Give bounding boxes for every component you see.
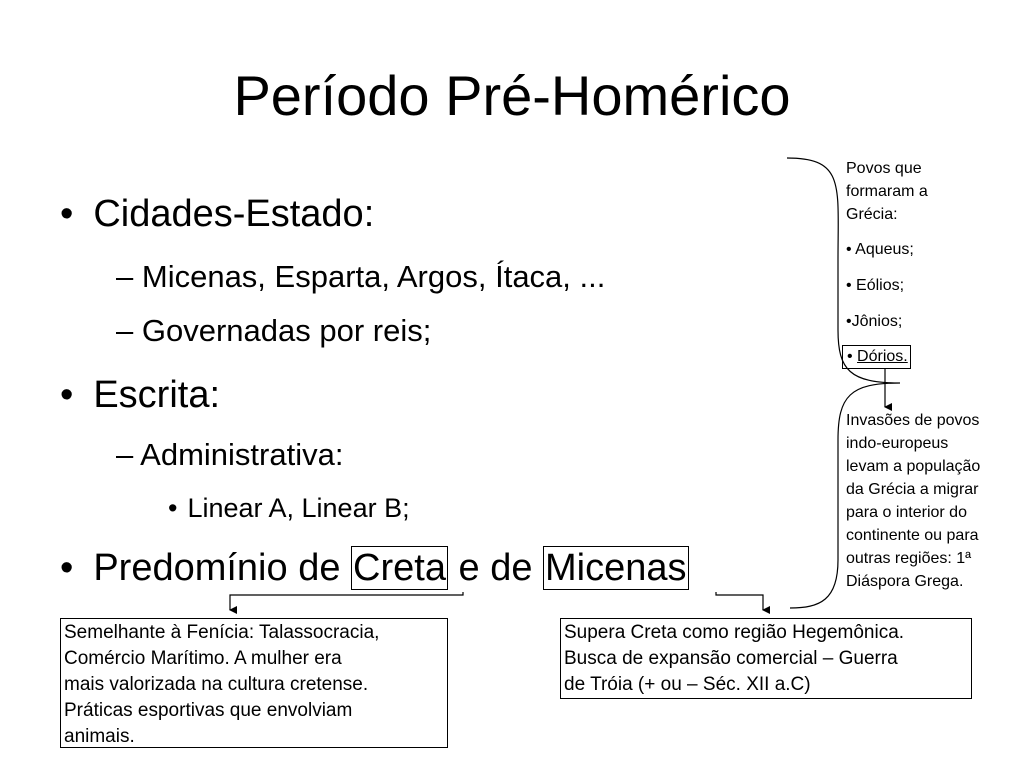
bullet-cidades-text: Cidades-Estado:: [93, 193, 375, 235]
invasion-note: [846, 409, 1018, 593]
bullet-marker: •: [60, 374, 74, 416]
sub-bullet-cidades-list-text: Micenas, Esparta, Argos, Ítaca, ...: [141, 259, 606, 294]
creta-box-line: mais valorizada na cultura cretense.: [64, 674, 369, 695]
bullet-cidades: [60, 191, 374, 237]
side-note-heading-3: Grécia:: [846, 206, 898, 223]
sub-bullet-administrativa: [116, 436, 343, 474]
invasion-note-line: levam a população: [846, 458, 981, 475]
bullet-escrita-text: Escrita:: [93, 374, 221, 416]
dorios-bullet: •: [847, 348, 858, 365]
sub-bullet-cidades-list: [116, 258, 605, 296]
creta-arrow: [230, 592, 463, 610]
invasion-note-line: indo-europeus: [846, 435, 949, 452]
sub-bullet-administrativa-text: Administrativa:: [140, 437, 344, 472]
bullet-marker: •: [60, 193, 74, 235]
bullet-escrita: [60, 372, 220, 418]
invasion-note-line: outras regiões: 1ª: [846, 550, 972, 567]
bullet-marker: •: [60, 547, 74, 589]
sub-sub-bullet-linear: [168, 492, 410, 524]
sub-sub-bullet-linear-text: Linear A, Linear B;: [187, 493, 410, 523]
side-note-item-dorios: [842, 345, 1016, 369]
dash-marker: –: [116, 437, 134, 472]
side-note-item: • Aqueus;: [846, 241, 914, 258]
micenas-box-line: Supera Creta como região Hegemônica.: [564, 622, 905, 643]
micenas-arrow: [716, 592, 763, 610]
page-title: Período Pré-Homérico: [233, 64, 791, 127]
side-note-povos: [846, 157, 1016, 369]
micenas-description-box: [560, 618, 972, 699]
dorios-label: Dórios.: [857, 348, 908, 365]
side-note-heading-2: formaram a: [846, 183, 928, 200]
sub-bullet-governadas: [116, 312, 431, 350]
dash-marker: –: [116, 259, 134, 294]
creta-box-line: Semelhante à Fenícia: Talassocracia,: [64, 622, 380, 643]
side-note-item: • Eólios;: [846, 277, 905, 294]
bullet-predominio-text: Predomínio de: [93, 547, 352, 589]
side-note-item: •Jônios;: [846, 313, 903, 330]
bullet-marker: •: [168, 493, 178, 523]
micenas-highlight: Micenas: [545, 547, 687, 589]
invasion-note-line: continente ou para: [846, 527, 979, 544]
creta-box-line: Comércio Marítimo. A mulher era: [64, 648, 342, 669]
creta-box-line: Práticas esportivas que envolviam: [64, 700, 353, 721]
invasion-note-line: para o interior do: [846, 504, 967, 521]
bullet-predominio-mid: e de: [447, 547, 544, 589]
micenas-box-line: de Tróia (+ ou – Séc. XII a.C): [564, 674, 811, 695]
dash-marker: –: [116, 313, 134, 348]
side-note-heading-1: Povos que: [846, 160, 922, 177]
invasion-note-line: da Grécia a migrar: [846, 481, 979, 498]
invasion-note-line: Diáspora Grega.: [846, 573, 964, 590]
micenas-box-line: Busca de expansão comercial – Guerra: [564, 648, 898, 669]
sub-bullet-governadas-text: Governadas por reis;: [141, 313, 432, 348]
creta-description-box: [60, 618, 448, 748]
invasion-note-line: Invasões de povos: [846, 412, 980, 429]
bullet-predominio: [60, 545, 689, 591]
creta-highlight: Creta: [353, 547, 446, 589]
creta-box-line: animais.: [64, 726, 135, 747]
